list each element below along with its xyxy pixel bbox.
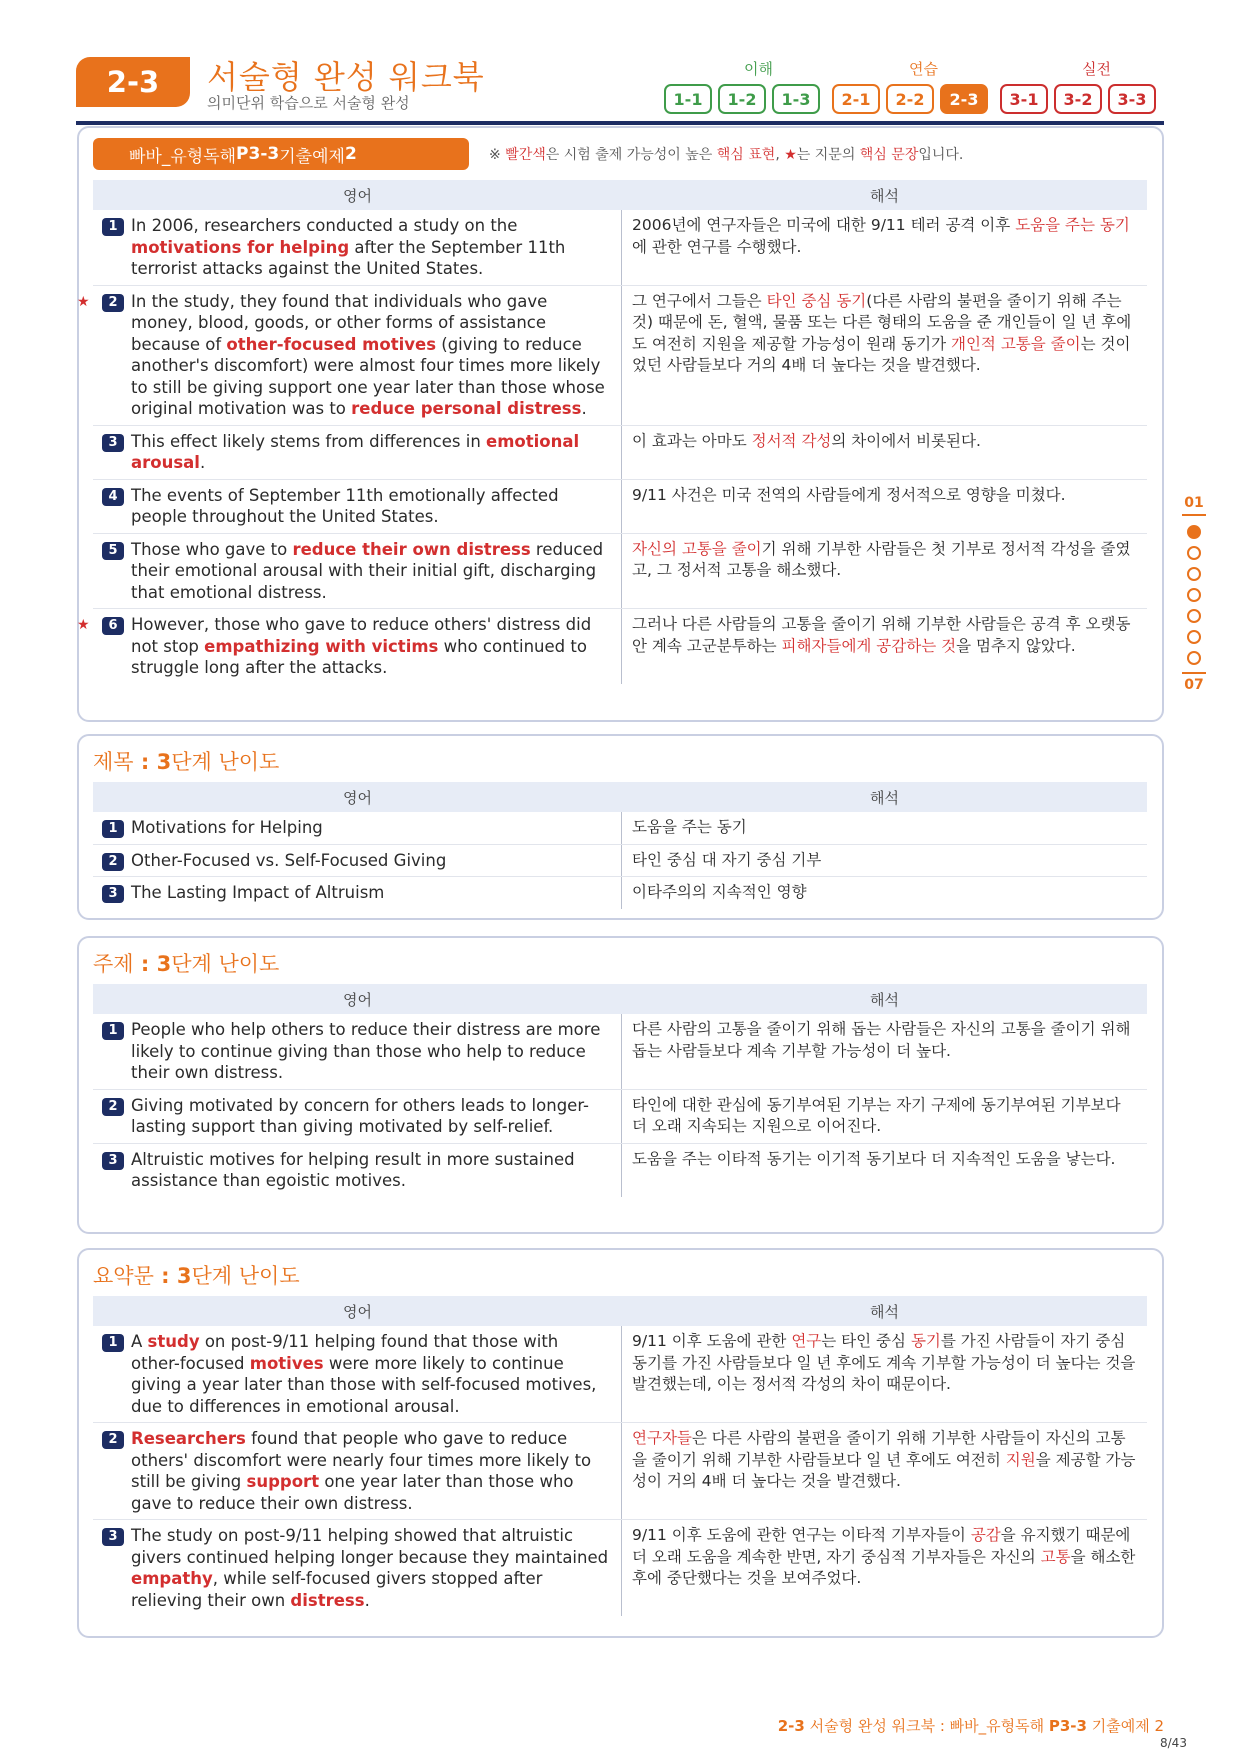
title-rows <box>93 812 1147 909</box>
sentence-text: Those who gave to <box>131 539 293 559</box>
sentence-text: Other-Focused vs. Self-Focused Giving <box>131 850 447 870</box>
key-expression: study <box>147 1332 200 1351</box>
english-cell <box>93 210 622 285</box>
korean-cell <box>622 210 1147 285</box>
key-expression: 고통 <box>1040 1547 1071 1566</box>
table-row <box>93 1014 1147 1090</box>
step-3-2[interactable]: 3-2 <box>1054 84 1102 114</box>
source-mid: 기출예제 <box>279 146 345 167</box>
progress-end-label: 07 <box>1184 677 1204 693</box>
header-korean: 해석 <box>870 186 899 205</box>
table-row <box>77 286 1147 426</box>
english-cell <box>93 1520 622 1616</box>
korean-cell <box>622 480 1147 533</box>
sentence-text: who continued to struggle long after the attacks. <box>131 636 587 677</box>
progress-top-bar <box>1182 514 1206 516</box>
sentence-text: In the study, they found that individuals who gave money, blood, goods, or other forms of assistance because of <box>131 291 548 354</box>
note-text: 는 지문의 <box>796 147 860 163</box>
footer-tail: 기출예제 2 <box>1086 1717 1164 1735</box>
sentence-text: 도움을 주는 이타적 동기는 이기적 동기보다 더 지속적인 도움을 낳는다. <box>632 1149 1116 1168</box>
english-cell <box>93 534 622 609</box>
english-cell <box>77 286 622 425</box>
sentence-text: after the September 11th terrorist attacks against the United States. <box>131 237 566 278</box>
group-label-understand: 이해 <box>744 60 773 78</box>
korean-cell <box>622 845 1147 877</box>
step-1-1[interactable]: 1-1 <box>664 84 712 114</box>
title-panel <box>77 734 1164 920</box>
difficulty-level: 3 <box>156 952 172 976</box>
key-expression: 지원 <box>1005 1450 1036 1469</box>
sentence-number: 2 <box>102 1431 124 1449</box>
passage-rows <box>77 210 1147 684</box>
sentence-text: 다른 사람의 고통을 줄이기 위해 돕는 사람들은 자신의 고통을 줄이기 위해 돕는 사람들보다 계속 기부할 가능성이 더 높다. <box>632 1020 1131 1060</box>
korean-cell <box>622 812 1147 844</box>
note-text: , <box>775 147 785 163</box>
sentence-text: In 2006, researchers conducted a study on the <box>131 216 518 235</box>
group-label-real: 실전 <box>1082 60 1111 78</box>
sentence-number: 1 <box>102 1334 124 1352</box>
summary-section-heading <box>93 1260 300 1290</box>
korean-cell <box>622 286 1147 425</box>
step-2-1[interactable]: 2-1 <box>832 84 880 114</box>
korean-cell <box>622 1423 1147 1519</box>
theme-table <box>93 984 1147 1197</box>
key-expression: 개인적 고통을 줄이 <box>950 334 1081 353</box>
step-3-3[interactable]: 3-3 <box>1108 84 1156 114</box>
progress-dot-current <box>1187 525 1201 539</box>
key-expression: other-focused motives <box>226 334 437 354</box>
page-footer <box>700 1715 1164 1736</box>
sentence-text: , while self-focused givers stopped after relieving their own <box>131 1569 543 1610</box>
table-row <box>93 534 1147 610</box>
star-icon: ★ <box>784 147 797 163</box>
english-cell <box>93 480 622 533</box>
korean-cell <box>622 1326 1147 1422</box>
korean-cell <box>622 534 1147 609</box>
section-label: 주제 <box>93 952 134 976</box>
star-icon: ★ <box>77 293 90 310</box>
english-cell <box>93 426 622 479</box>
source-badge <box>93 138 469 170</box>
key-expression: 동기 <box>910 1332 941 1350</box>
table-row <box>93 812 1147 845</box>
sentence-text: 타인 중심 대 자기 중심 기부 <box>632 850 822 869</box>
key-expression: empathy <box>131 1569 213 1588</box>
sentence-text: . <box>199 453 206 472</box>
table-header <box>93 984 1147 1014</box>
sentence-text: Giving motivated by concern for others leads to longer-lasting support than giving motivated by self-relief. <box>131 1095 590 1136</box>
sentence-text: 9/11 이후 도움에 관한 연구는 이타적 기부자들이 <box>632 1526 971 1544</box>
theme-rows <box>93 1014 1147 1197</box>
key-expression: Researchers <box>131 1429 246 1448</box>
sentence-number: 3 <box>102 1528 124 1546</box>
sentence-text: 그 연구에서 그들은 <box>632 291 767 310</box>
sentence-text: 2006년에 연구자들은 미국에 대한 9/11 테러 공격 이후 <box>632 216 1016 234</box>
footer-source-code: P3-3 <box>1048 1717 1087 1735</box>
passage-table <box>77 180 1147 684</box>
sentence-text: 을 유지했기 때문에 더 오래 도움을 계속한 반면, 자기 중심적 기부자들은 자신의 <box>632 1526 1131 1566</box>
header-english: 영어 <box>343 186 372 205</box>
english-cell <box>93 877 622 909</box>
sentence-text: reduced their emotional arousal with their initial gift, discharging that emotional distress. <box>131 539 604 602</box>
summary-table <box>93 1296 1147 1616</box>
step-3-1[interactable]: 3-1 <box>1000 84 1048 114</box>
section-label: 제목 <box>93 750 134 774</box>
key-expression: 타인 중심 동기 <box>766 291 867 310</box>
footer-title: 서술형 완성 워크북 : 빠바_유형독해 <box>804 1717 1049 1735</box>
section-label: 요약문 <box>93 1264 154 1288</box>
key-expression: 피해자들에게 공감하는 것 <box>781 636 957 655</box>
step-1-2[interactable]: 1-2 <box>718 84 766 114</box>
star-icon: ★ <box>77 617 90 633</box>
key-expression: reduce their own distress <box>292 539 531 559</box>
source-code: P3-3 <box>236 144 280 164</box>
note-key-sentence: 핵심 문장 <box>859 147 919 163</box>
korean-cell <box>622 1014 1147 1089</box>
sentence-text: 에 관한 연구를 수행했다. <box>632 237 802 256</box>
note-text: ※ <box>489 147 506 163</box>
sentence-text: 9/11 이후 도움에 관한 <box>632 1332 792 1350</box>
table-header <box>93 180 1147 210</box>
key-expression: 연구 <box>791 1332 822 1350</box>
section-separator: : <box>153 1264 177 1288</box>
sentence-number: 1 <box>102 218 124 236</box>
note-text: 입니다. <box>918 147 964 163</box>
table-header <box>93 1296 1147 1326</box>
korean-cell <box>622 609 1147 684</box>
difficulty-level: 3 <box>156 750 172 774</box>
sentence-text: 을 해소한 후에 중단했다는 것을 보여주었다. <box>632 1547 1136 1587</box>
page-title: 서술형 완성 워크북 <box>207 58 485 96</box>
english-cell <box>93 1014 622 1089</box>
page-number: 8/43 <box>1160 1736 1187 1750</box>
korean-cell <box>622 877 1147 909</box>
key-expression: 정서적 각성 <box>751 431 832 450</box>
key-expression: reduce personal distress <box>351 399 582 418</box>
english-cell <box>77 609 622 684</box>
section-separator: : <box>133 952 157 976</box>
progress-dot <box>1187 546 1201 560</box>
sentence-text: The Lasting Impact of Altruism <box>131 883 385 902</box>
sentence-text: 은 다른 사람의 불편을 줄이기 위해 기부한 사람들이 자신의 고통을 줄이기 위해 기부한 사람들보다 일 년 후에도 여전히 <box>632 1429 1126 1469</box>
sentence-text: 을 제공할 가능성이 거의 4배 더 높다는 것을 발견했다. <box>632 1450 1136 1490</box>
sentence-text: 도움을 주는 동기 <box>632 818 747 836</box>
sentence-text: 이타주의의 지속적인 영향 <box>632 883 807 901</box>
key-expression: 자신의 고통을 줄이 <box>632 539 762 558</box>
korean-cell <box>622 1144 1147 1197</box>
sentence-text: 타인에 대한 관심에 동기부여된 기부는 자기 구제에 동기부여된 기부보다 더 오래 지속되는 지원으로 이어진다. <box>632 1095 1121 1135</box>
sentence-text: (다른 사람의 불편을 줄이기 위해 주는 것) 때문에 돈, 혈액, 물품 또는 다른 형태의 도움을 준 개인들이 일 년 후에도 여전히 지원을 제공할 가능성이 원래 동기가 <box>632 291 1132 353</box>
sentence-text: 는 것이었던 사람들보다 거의 4배 더 높다는 것을 발견했다. <box>632 334 1131 374</box>
key-expression: distress <box>290 1590 365 1610</box>
header-korean: 해석 <box>870 1302 899 1321</box>
sentence-number: 3 <box>102 885 124 903</box>
english-cell <box>93 1326 622 1422</box>
sentence-text: This effect likely stems from differences in <box>131 431 487 451</box>
sentence-text: However, those who gave to reduce others' distress did not stop <box>131 615 592 656</box>
difficulty-suffix: 단계 난이도 <box>171 952 280 976</box>
table-row <box>93 1144 1147 1197</box>
table-row <box>93 1090 1147 1144</box>
sentence-text: People who help others to reduce their distress are more likely to continue giving than those who help to reduce their own distress. <box>131 1020 601 1082</box>
sentence-text: 는 타인 중심 <box>821 1332 911 1350</box>
page-header <box>76 52 1164 126</box>
theme-panel <box>77 936 1164 1234</box>
title-table <box>93 782 1147 909</box>
key-expression: motivations for helping <box>131 237 350 257</box>
sentence-number: 5 <box>102 542 124 560</box>
source-prefix: 빠바_유형독해 <box>129 146 237 167</box>
summary-rows <box>93 1326 1147 1616</box>
header-english: 영어 <box>343 1302 372 1321</box>
english-cell <box>93 1423 622 1519</box>
sentence-number: 2 <box>102 853 124 871</box>
header-korean: 해석 <box>870 788 899 807</box>
sentence-number: 3 <box>102 434 124 452</box>
summary-panel <box>77 1248 1164 1638</box>
header-english: 영어 <box>343 788 372 807</box>
sentence-text: Motivations for Helping <box>131 818 323 837</box>
korean-cell <box>622 1520 1147 1616</box>
sentence-text: The events of September 11th emotionally affected people throughout the United States. <box>131 485 559 526</box>
english-cell <box>93 1144 622 1197</box>
progress-dot <box>1187 630 1201 644</box>
progress-dot <box>1187 609 1201 623</box>
progress-dot <box>1187 567 1201 581</box>
section-separator: : <box>133 750 157 774</box>
note-key-expression: 핵심 표현 <box>716 147 776 163</box>
table-row <box>93 845 1147 878</box>
table-header <box>93 782 1147 812</box>
step-2-2[interactable]: 2-2 <box>886 84 934 114</box>
page-subtitle: 의미단위 학습으로 서술형 완성 <box>207 94 410 112</box>
sentence-text: one year later than those who gave to reduce their own distress. <box>131 1472 574 1513</box>
sentence-number: 3 <box>102 1152 124 1170</box>
progress-dot <box>1187 588 1201 602</box>
progress-dot <box>1187 651 1201 665</box>
sentence-text: . <box>581 399 587 418</box>
sentence-text: 기 위해 기부한 사람들은 첫 기부로 정서적 각성을 줄였고, 그 정서적 고통을 해소했다. <box>632 539 1131 579</box>
sentence-text: 을 멈추지 않았다. <box>956 636 1076 655</box>
difficulty-suffix: 단계 난이도 <box>171 750 280 774</box>
sentence-text: found that people who gave to reduce others' discomfort were nearly four times more likely to still be giving <box>131 1429 592 1491</box>
key-expression: emotional arousal <box>131 431 580 472</box>
korean-cell <box>622 1090 1147 1143</box>
note-text: 은 시험 출제 가능성이 높은 <box>545 147 717 163</box>
sentence-text: . <box>364 1590 370 1610</box>
sentence-text: Altruistic motives for helping result in more sustained assistance than egoistic motives. <box>131 1149 575 1190</box>
sentence-number: 4 <box>102 488 124 506</box>
sentence-number: 1 <box>102 820 124 838</box>
sentence-text: 그러나 다른 사람들의 고통을 줄이기 위해 기부한 사람들은 공격 후 오랫동안 계속 고군분투하는 <box>632 615 1131 655</box>
sentence-text: (giving to reduce another's discomfort) were almost four times more likely to still be giving support one year later than those whose original motivation was to <box>131 334 605 418</box>
sentence-text: were more likely to continue giving a year later than those with self-focused motives, due to differences in emotional arousal. <box>131 1353 597 1416</box>
table-row <box>77 609 1147 684</box>
table-row <box>93 877 1147 909</box>
sentence-number: 6 <box>102 617 124 635</box>
header-divider <box>76 121 1164 125</box>
header-korean: 해석 <box>870 990 899 1009</box>
sentence-text: A <box>131 1332 148 1351</box>
sentence-number: 2 <box>102 294 124 312</box>
key-expression: 도움을 주는 동기 <box>1015 216 1130 234</box>
sentence-number: 2 <box>102 1098 124 1116</box>
table-row <box>93 480 1147 534</box>
difficulty-suffix: 단계 난이도 <box>191 1264 300 1288</box>
legend-note <box>489 144 963 164</box>
progress-start-label: 01 <box>1184 495 1204 511</box>
footer-code: 2-3 <box>777 1717 805 1735</box>
english-cell <box>93 1090 622 1143</box>
difficulty-level: 3 <box>176 1264 192 1288</box>
sentence-text: on post-9/11 helping found that those with other-focused <box>131 1332 559 1373</box>
key-expression: support <box>246 1472 320 1491</box>
korean-cell <box>622 426 1147 479</box>
group-label-practice: 연습 <box>909 60 938 78</box>
key-expression: 연구자들 <box>632 1429 692 1447</box>
table-row <box>93 210 1147 286</box>
table-row <box>93 1326 1147 1423</box>
table-row <box>93 1423 1147 1520</box>
sentence-text: 9/11 사건은 미국 전역의 사람들에게 정서적으로 영향을 미쳤다. <box>632 485 1066 504</box>
sentence-number: 1 <box>102 1022 124 1040</box>
key-expression: motives <box>249 1353 324 1373</box>
progress-bottom-bar <box>1182 672 1206 674</box>
key-expression: empathizing with victims <box>204 636 439 656</box>
table-row <box>93 1520 1147 1616</box>
english-cell <box>93 845 622 877</box>
step-navigation <box>664 58 1164 114</box>
key-expression: 공감 <box>970 1526 1001 1544</box>
theme-section-heading <box>93 948 279 978</box>
sentence-text: 의 차이에서 비롯된다. <box>831 431 981 450</box>
sentence-text: 이 효과는 아마도 <box>632 431 752 450</box>
passage-panel <box>77 126 1164 722</box>
unit-code-badge: 2-3 <box>76 57 190 107</box>
source-number: 2 <box>344 144 357 164</box>
sentence-text: The study on post-9/11 helping showed that altruistic givers continued helping longer because they maintained <box>131 1526 609 1567</box>
title-section-heading <box>93 746 279 776</box>
step-1-3[interactable]: 1-3 <box>772 84 820 114</box>
note-red-word: 빨간색 <box>505 147 546 163</box>
step-2-3-active[interactable]: 2-3 <box>940 84 988 114</box>
side-progress <box>1181 495 1207 695</box>
sentence-text: 를 가진 사람들이 자기 중심 동기를 가진 사람들보다 일 년 후에도 계속 기부할 가능성이 더 높다는 것을 발견했는데, 이는 정서적 각성의 차이 때문이다. <box>632 1332 1136 1393</box>
header-english: 영어 <box>343 990 372 1009</box>
english-cell <box>93 812 622 844</box>
table-row <box>93 426 1147 480</box>
